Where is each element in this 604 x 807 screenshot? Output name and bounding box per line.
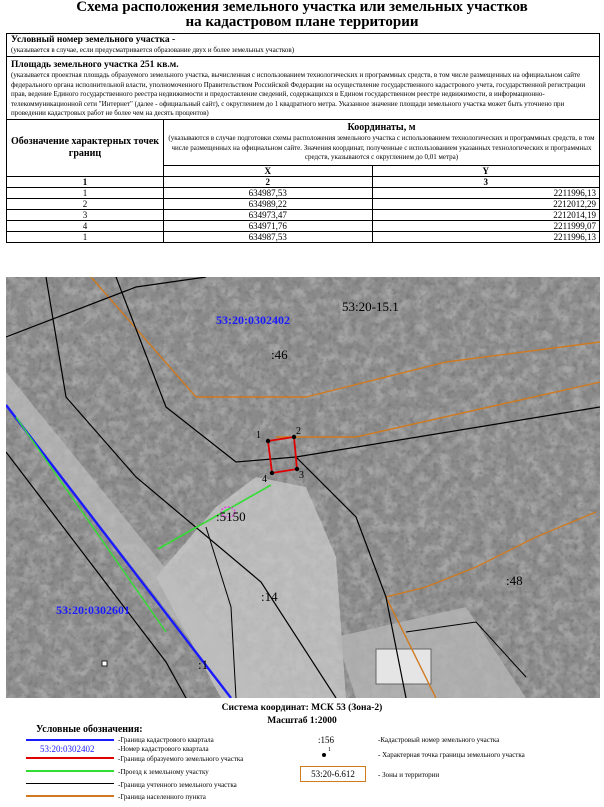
point-label-1: 1 (256, 430, 261, 441)
area-note: (указывается проектная площадь образуемого земельного участка, вычисленная с использованием технологических и программных средств, в том числе размещенных на официальном сайте федерального органа исполнительной власти, уполномоченного Правительством Российской Федерации на осуществление государственного кадастрового учета, государственной регистрации прав, ведение Единого государственного реестра недвижимости и предоставление сведений, содержащихся в Едином государственном реестре недвижимости, в информационно-телекоммуникационной сети "Интернет" (далее - официальный сайт), с округлением до 1 квадратного метра. Указанное значение площади земельного участка может быть уточнено при проведении кадастровых работ не более чем на десять процентов) (11, 71, 586, 118)
x-value: 634987,53 (164, 231, 373, 242)
x-value: 634973,47 (164, 209, 373, 220)
map-scale: Масштаб 1:2000 (267, 716, 337, 726)
conditional-number-cell (7, 34, 599, 57)
quarter-number-top: 53:20:0302402 (216, 313, 290, 327)
legend-zone: - Зоны и территории (378, 771, 440, 779)
legend-parcel-number-sample: :156 (318, 735, 335, 745)
document-title (0, 0, 604, 30)
info-sheet (6, 33, 600, 243)
boundary-point-4 (270, 471, 274, 475)
boundary-point-1 (266, 439, 270, 443)
legend-new-parcel-border: -Граница образуемого земельного участка (118, 755, 244, 763)
legend-new-parcel-swatch (26, 757, 114, 759)
title-line-2: на кадастровом плане территории (185, 14, 419, 30)
area-cell (7, 57, 599, 120)
point-number: 3 (7, 209, 164, 220)
points-column-header: Обозначение характерных точек границ (7, 120, 164, 176)
column-number-2: 2 (164, 176, 373, 187)
conditional-number-note: (указывается в случае, если предусматривается образование двух и более земельных участков) (11, 46, 295, 54)
legend-point-sample: 1 (328, 747, 331, 753)
column-number-3: 3 (372, 176, 599, 187)
legend-point-dot (322, 753, 326, 757)
parcel-label-1: :1 (198, 657, 209, 672)
legend-access-swatch (26, 770, 114, 772)
legend (0, 724, 604, 807)
legend-quarter-swatch (26, 739, 114, 741)
building (376, 649, 431, 684)
zone-label: 53:20-15.1 (342, 299, 399, 314)
legend-settlement-border: -Граница населенного пункта (118, 793, 206, 801)
column-number-1: 1 (7, 176, 164, 187)
point-number: 1 (7, 231, 164, 242)
x-column-header: X (164, 165, 373, 176)
y-value: 2212012,29 (372, 198, 599, 209)
table-row (7, 198, 599, 209)
point-label-3: 3 (299, 470, 304, 481)
title-line-1: Схема расположения земельного участка или земельных участков (76, 0, 528, 15)
parcel-label-14: :14 (261, 589, 278, 604)
legend-zone-sample: 53:20-6.612 (300, 766, 366, 782)
coordinates-header-cell (164, 120, 600, 165)
legend-access: -Проезд к земельному участку (118, 768, 209, 776)
coordinates-note: (указываются в случае подготовки схемы расположения земельного участка с использованием технологических и программных средств, в том числе размещенных на официальном сайте. Значения координат, полученные с использованием указанных технологических и программных средств, указываются с округлением до 0,01 метра) (168, 134, 595, 162)
coordinates-heading: Координаты, м (347, 122, 416, 134)
legend-parcel-number: -Кадастровый номер земельного участка (378, 736, 500, 744)
legend-point: - Характерная точка границы земельного участка (378, 751, 525, 759)
table-row (7, 209, 599, 220)
point-label-4: 4 (262, 474, 267, 485)
conditional-number-heading: Условный номер земельного участка - (11, 35, 176, 45)
x-value: 634989,22 (164, 198, 373, 209)
map-canvas (6, 277, 600, 698)
legend-registered-swatch (26, 783, 114, 784)
legend-registered-parcel-border: -Граница учтенного земельного участка (118, 781, 237, 789)
cadastral-map (6, 277, 600, 698)
legend-quarter-number: -Номер кадастрового квартала (118, 745, 209, 753)
legend-quarter-border: -Граница кадастрового квартала (118, 736, 214, 744)
quarter-number-bottom: 53:20:0302601 (56, 603, 130, 617)
table-row (7, 231, 599, 242)
y-value: 2211999,07 (372, 220, 599, 231)
point-number: 4 (7, 220, 164, 231)
y-value: 2212014,19 (372, 209, 599, 220)
x-value: 634987,53 (164, 187, 373, 198)
parcel-label-5150: :5150 (216, 509, 246, 524)
table-row (7, 220, 599, 231)
point-number: 2 (7, 198, 164, 209)
legend-quarter-number-sample: 53:20:0302402 (40, 744, 95, 754)
y-column-header: Y (372, 165, 599, 176)
legend-title: Условные обозначения: (36, 724, 143, 735)
parcel-label-46: :46 (271, 347, 288, 362)
coordinates-table (7, 120, 599, 242)
y-value: 2211996,13 (372, 187, 599, 198)
y-value: 2211996,13 (372, 231, 599, 242)
point-label-2: 2 (296, 426, 301, 437)
parcel-label-48: :48 (506, 573, 523, 588)
legend-settlement-swatch (26, 795, 114, 797)
point-number: 1 (7, 187, 164, 198)
small-marker (102, 661, 107, 666)
x-value: 634971,76 (164, 220, 373, 231)
coordinate-system: Система координат: МСК 53 (Зона-2) (221, 703, 383, 713)
table-row (7, 187, 599, 198)
area-heading: Площадь земельного участка 251 кв.м. (11, 60, 179, 71)
